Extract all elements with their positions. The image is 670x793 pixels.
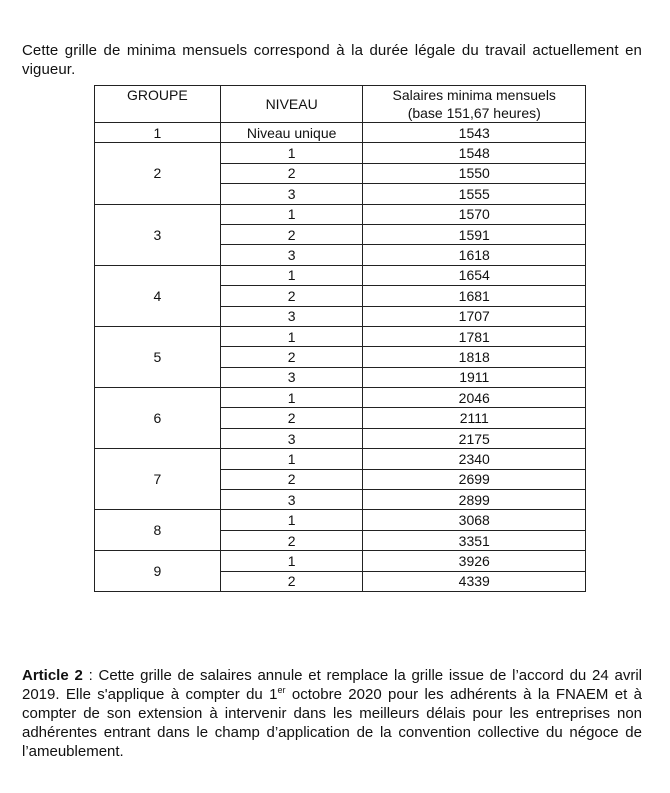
- salaire-cell: 1707: [363, 306, 586, 326]
- niveau-cell: 2: [220, 224, 363, 244]
- niveau-cell: 2: [220, 347, 363, 367]
- niveau-cell: 1: [220, 265, 363, 285]
- salaire-cell: 1591: [363, 224, 586, 244]
- groupe-cell: 2: [95, 143, 221, 204]
- salaire-cell: 2899: [363, 490, 586, 510]
- groupe-cell: 7: [95, 449, 221, 510]
- salaire-cell: 1681: [363, 286, 586, 306]
- groupe-cell: 1: [95, 123, 221, 143]
- header-niveau: NIVEAU: [220, 86, 363, 123]
- table-row: [95, 326, 586, 346]
- niveau-cell: 2: [220, 408, 363, 428]
- table-row: [95, 143, 586, 163]
- salaire-cell: 2175: [363, 428, 586, 448]
- table-row: [95, 449, 586, 469]
- salaire-cell: 1618: [363, 245, 586, 265]
- table-body: [95, 123, 586, 592]
- niveau-cell: 2: [220, 530, 363, 550]
- niveau-cell: 1: [220, 551, 363, 571]
- niveau-cell: 2: [220, 469, 363, 489]
- intro-paragraph: Cette grille de minima mensuels correspond à la durée légale du travail actuellement en vigueur.: [22, 42, 642, 78]
- table-row: [95, 510, 586, 530]
- niveau-cell: 2: [220, 286, 363, 306]
- groupe-cell: 4: [95, 265, 221, 326]
- salaire-cell: 1548: [363, 143, 586, 163]
- salaire-cell: 2340: [363, 449, 586, 469]
- niveau-cell: 2: [220, 163, 363, 183]
- salaire-cell: 1818: [363, 347, 586, 367]
- niveau-cell: 3: [220, 306, 363, 326]
- salaire-cell: 3351: [363, 530, 586, 550]
- niveau-cell: 1: [220, 143, 363, 163]
- header-row: [95, 86, 586, 123]
- article-superscript: er: [277, 685, 286, 695]
- groupe-cell: 8: [95, 510, 221, 551]
- salaire-cell: 1781: [363, 326, 586, 346]
- niveau-cell: 1: [220, 510, 363, 530]
- niveau-cell: 3: [220, 245, 363, 265]
- salaire-cell: 2046: [363, 388, 586, 408]
- salaire-cell: 2111: [363, 408, 586, 428]
- header-salaire: [363, 86, 586, 123]
- table-row: [95, 388, 586, 408]
- niveau-cell: 3: [220, 184, 363, 204]
- salaire-cell: 4339: [363, 571, 586, 591]
- salaire-cell: 2699: [363, 469, 586, 489]
- niveau-cell: 1: [220, 388, 363, 408]
- table-row: [95, 265, 586, 285]
- groupe-cell: 9: [95, 551, 221, 592]
- salaire-cell: 3068: [363, 510, 586, 530]
- niveau-cell: 3: [220, 428, 363, 448]
- salaire-cell: 3926: [363, 551, 586, 571]
- groupe-cell: 5: [95, 326, 221, 387]
- niveau-cell: 3: [220, 367, 363, 387]
- salaire-cell: 1570: [363, 204, 586, 224]
- article-label: Article 2: [22, 667, 83, 684]
- groupe-cell: 6: [95, 388, 221, 449]
- table-row: [95, 204, 586, 224]
- niveau-cell: 2: [220, 571, 363, 591]
- niveau-cell: Niveau unique: [220, 123, 363, 143]
- article-text-after: octobre 2020 pour les adhérents à la FNAEM et à compter de son extension à intervenir dans les meilleurs délais pour les entreprises non adhérentes entrant dans le champ d’application de la convention collective du négoce de l’ameublement.: [22, 686, 642, 760]
- header-salaire-line2: (base 151,67 heures): [407, 105, 541, 121]
- groupe-cell: 3: [95, 204, 221, 265]
- niveau-cell: 1: [220, 449, 363, 469]
- salaire-cell: 1555: [363, 184, 586, 204]
- article-paragraph: [22, 666, 642, 761]
- salaire-cell: 1911: [363, 367, 586, 387]
- minima-table: [94, 85, 586, 592]
- salaire-cell: 1654: [363, 265, 586, 285]
- salaire-cell: 1550: [363, 163, 586, 183]
- table-row: [95, 123, 586, 143]
- table-row: [95, 551, 586, 571]
- salaire-cell: 1543: [363, 123, 586, 143]
- header-groupe: GROUPE: [95, 86, 221, 123]
- header-salaire-line1: Salaires minima mensuels: [392, 87, 556, 103]
- niveau-cell: 1: [220, 204, 363, 224]
- article-text-before: : Cette grille de salaires annule et remplace la grille issue de l’accord du 24 avril 2019. Elle s'applique à compter du 1: [22, 667, 642, 703]
- niveau-cell: 1: [220, 326, 363, 346]
- niveau-cell: 3: [220, 490, 363, 510]
